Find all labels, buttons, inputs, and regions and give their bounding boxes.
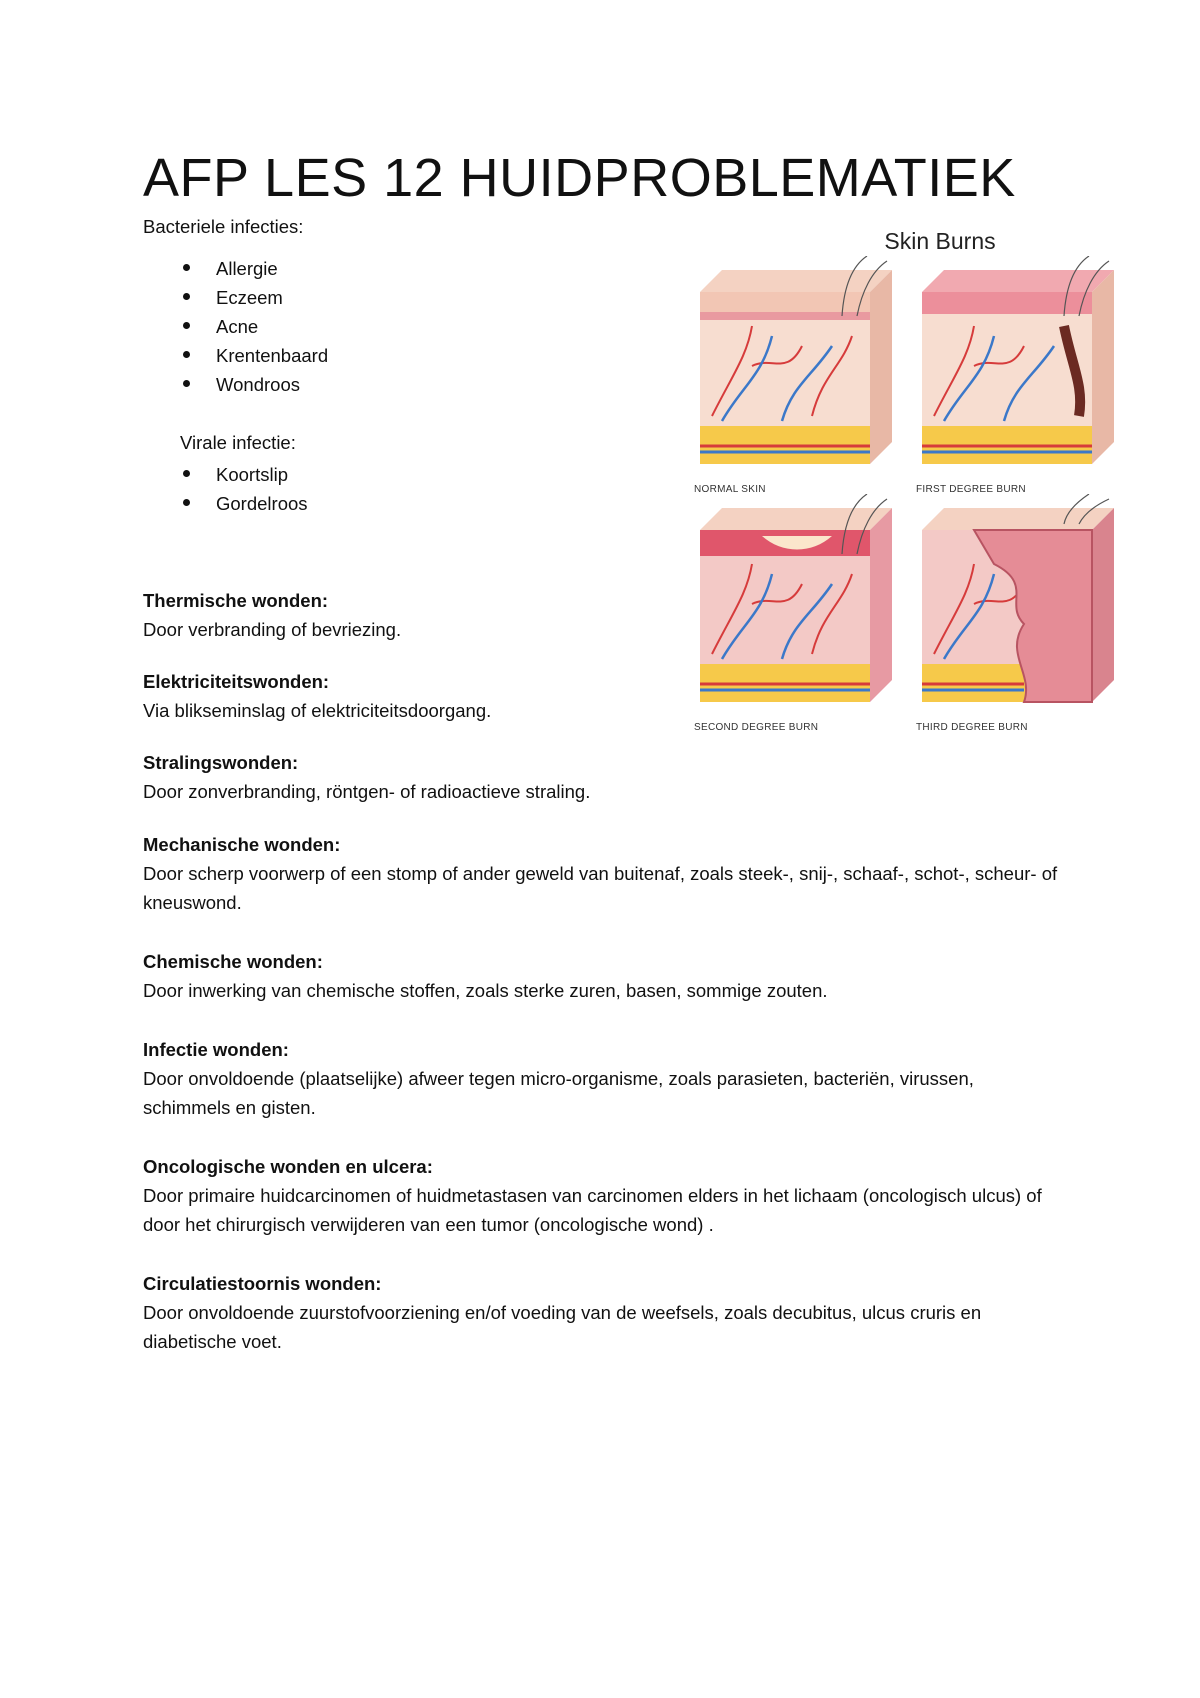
list-item: Acne: [143, 312, 328, 341]
section-heading: Chemische wonden:: [143, 951, 323, 972]
section-text: Door inwerking van chemische stoffen, zoals sterke zuren, basen, sommige zouten.: [143, 980, 828, 1001]
second-degree-burn-illustration: [692, 494, 898, 719]
first-degree-burn-panel: [914, 256, 1120, 495]
panel-label: SECOND DEGREE BURN: [694, 722, 819, 733]
section-heading: Elektriciteitswonden:: [143, 671, 330, 692]
list-item: Gordelroos: [143, 489, 308, 518]
skin-burns-figure: [692, 226, 1132, 766]
section-text: Door zonverbranding, röntgen- of radioactieve straling.: [143, 781, 591, 802]
section-text: Door primaire huidcarcinomen of huidmetastasen van carcinomen elders in het lichaam (oncologisch ulcus) of door het chirurgisch verwijderen van een tumor (oncologische wond) .: [143, 1185, 1042, 1235]
panel-label: NORMAL SKIN: [694, 484, 766, 495]
figure-title: Skin Burns: [884, 228, 996, 254]
section-mechanical-wounds: [143, 830, 1063, 917]
list-item: Wondroos: [143, 370, 328, 399]
viral-infections-list: [143, 460, 308, 518]
panel-label: FIRST DEGREE BURN: [916, 484, 1026, 495]
panel-label: THIRD DEGREE BURN: [916, 722, 1028, 733]
section-text: Via blikseminslag of elektriciteitsdoorgang.: [143, 700, 492, 721]
bacterial-infections-heading: Bacteriele infecties:: [143, 216, 304, 237]
section-text: Door onvoldoende (plaatselijke) afweer tegen micro-organisme, zoals parasieten, bacteriën, virussen, schimmels en gisten.: [143, 1068, 974, 1118]
second-degree-burn-panel: [692, 494, 898, 733]
section-text: Door onvoldoende zuurstofvoorziening en/of voeding van de weefsels, zoals decubitus, ulcus cruris en diabetische voet.: [143, 1302, 982, 1352]
list-item: Allergie: [143, 254, 328, 283]
viral-infections-heading: Virale infectie:: [180, 432, 296, 453]
section-chemical-wounds: [143, 947, 1063, 1005]
section-heading: Stralingswonden:: [143, 752, 299, 773]
section-oncological-wounds: [143, 1152, 1063, 1239]
section-text: Door verbranding of bevriezing.: [143, 619, 402, 640]
third-degree-burn-panel: [914, 494, 1120, 733]
first-degree-burn-illustration: [914, 256, 1120, 481]
section-heading: Oncologische wonden en ulcera:: [143, 1156, 433, 1177]
section-heading: Infectie wonden:: [143, 1039, 289, 1060]
section-heading: Circulatiestoornis wonden:: [143, 1273, 382, 1294]
section-text: Door scherp voorwerp of een stomp of ander geweld van buitenaf, zoals steek-, snij-, schaaf-, schot-, scheur- of kneuswond.: [143, 863, 1058, 913]
page-title: AFP LES 12 HUIDPROBLEMATIEK: [143, 148, 1016, 208]
section-heading: Thermische wonden:: [143, 590, 329, 611]
bacterial-infections-list: [143, 254, 328, 399]
normal-skin-panel: [692, 256, 898, 495]
section-infection-wounds: [143, 1035, 1063, 1122]
list-item: Koortslip: [143, 460, 308, 489]
normal-skin-illustration: [692, 256, 898, 481]
list-item: Eczeem: [143, 283, 328, 312]
list-item: Krentenbaard: [143, 341, 328, 370]
section-heading: Mechanische wonden:: [143, 834, 341, 855]
section-circulatory-wounds: [143, 1269, 1063, 1356]
third-degree-burn-illustration: [914, 494, 1120, 719]
